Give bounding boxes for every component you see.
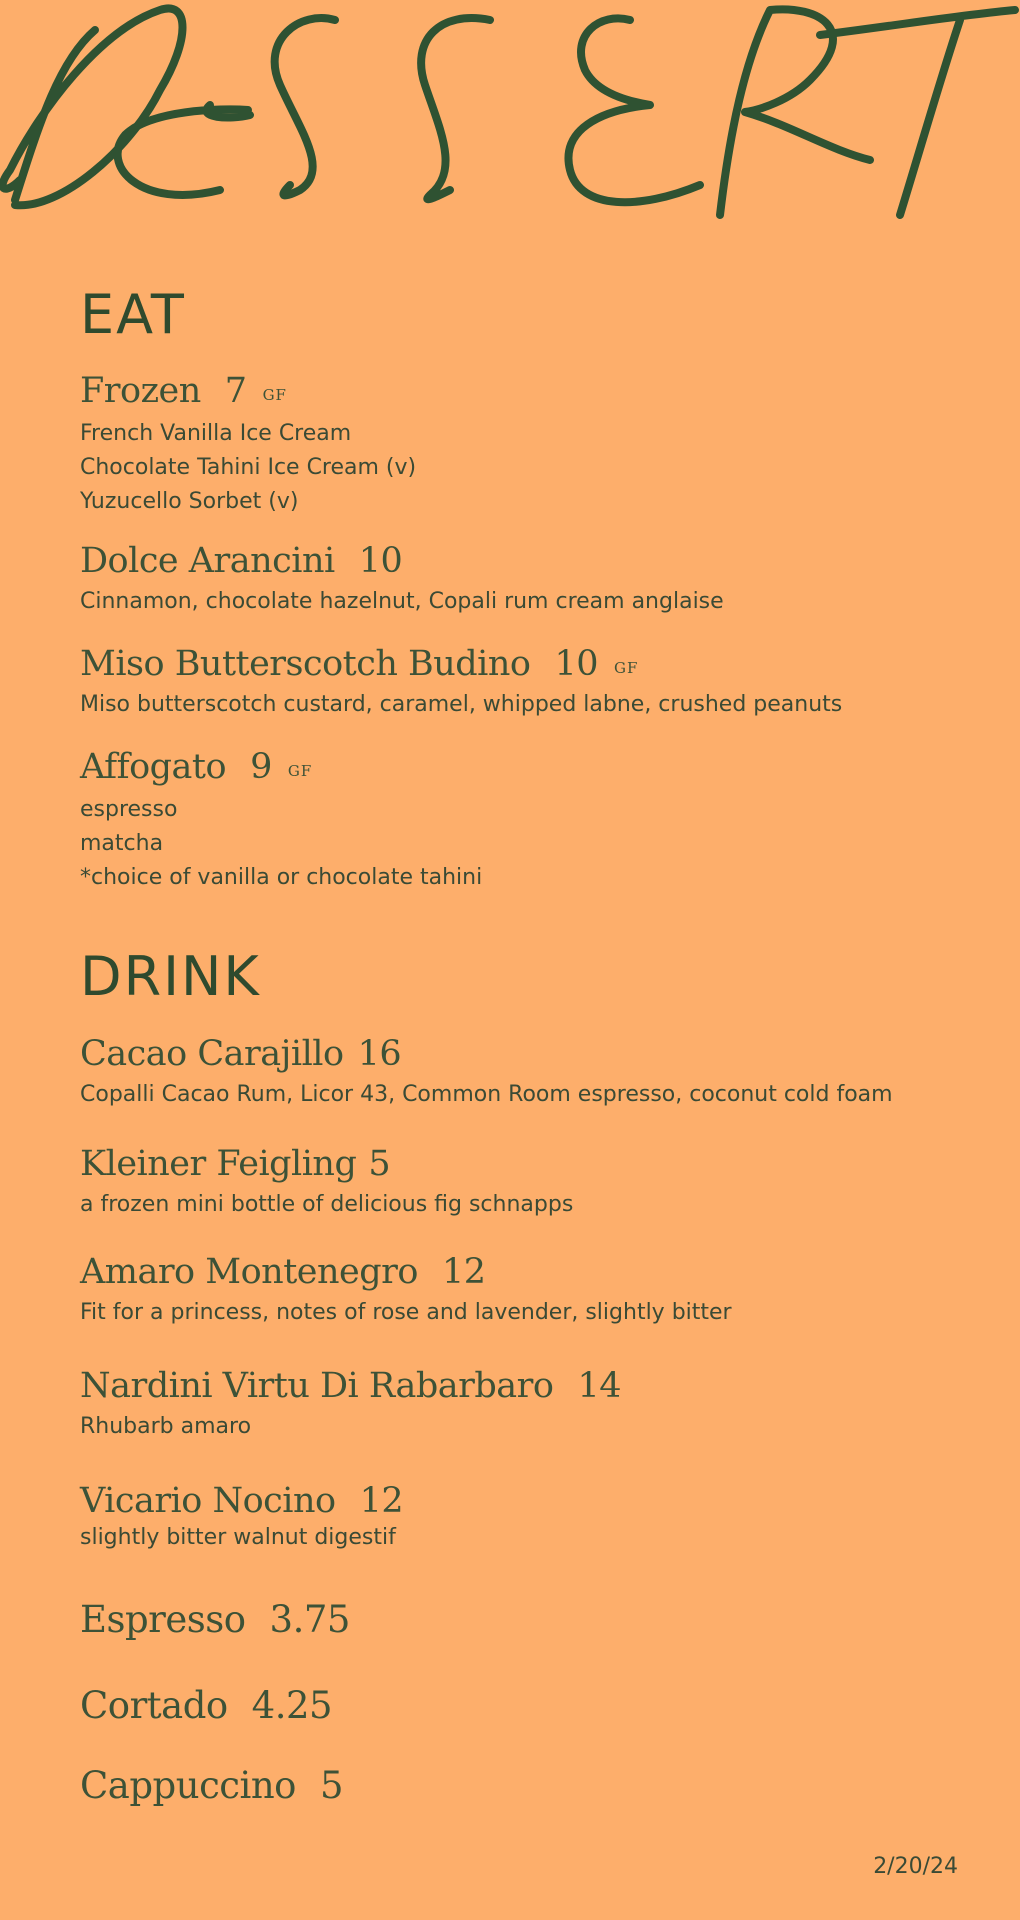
description-line: matcha: [80, 830, 164, 856]
item-name: Cortado: [80, 1684, 228, 1727]
item-description: [80, 1410, 980, 1444]
item-price: 5: [368, 1144, 391, 1184]
item-name: Amaro Montenegro: [80, 1252, 418, 1292]
gf-tag: GF: [614, 659, 639, 677]
item-name: Cappuccino: [80, 1764, 296, 1807]
menu-date: 2/20/24: [873, 1854, 958, 1879]
item-name: Nardini Virtu Di Rabarbaro: [80, 1366, 554, 1406]
description-line: Fit for a princess, notes of rose and lavender, slightly bitter: [80, 1299, 732, 1325]
item-price: 7: [224, 371, 247, 411]
item-description: [80, 417, 980, 519]
item-price: 4.25: [251, 1684, 333, 1727]
item-price: 16: [357, 1034, 402, 1074]
item-description: [80, 1188, 980, 1222]
menu-item-miso-budino: [80, 645, 980, 722]
description-line: French Vanilla Ice Cream: [80, 420, 352, 446]
item-description: [80, 1521, 980, 1555]
item-price: 10: [358, 541, 403, 581]
description-line: Chocolate Tahini Ice Cream (v): [80, 454, 417, 480]
menu-item-amaro-montenegro: [80, 1253, 980, 1330]
menu-item-cortado: [80, 1686, 980, 1727]
menu-item-frozen: [80, 372, 980, 519]
item-price: 12: [359, 1481, 404, 1521]
item-description: [80, 1078, 980, 1112]
item-description: [80, 1296, 980, 1330]
gf-tag: GF: [262, 386, 287, 404]
menu-item-cacao-carajillo: [80, 1035, 980, 1112]
description-line: *choice of vanilla or chocolate tahini: [80, 864, 483, 890]
menu-item-cappuccino: [80, 1766, 980, 1807]
item-price: 9: [250, 747, 272, 787]
item-price: 3.75: [269, 1598, 350, 1641]
menu-item-espresso: [80, 1600, 980, 1641]
item-name: Miso Butterscotch Budino: [80, 644, 531, 684]
item-description: [80, 793, 980, 895]
gf-tag: GF: [287, 762, 313, 780]
description-line: Yuzucello Sorbet (v): [80, 488, 299, 514]
menu-item-kleiner-feigling: [80, 1145, 980, 1222]
item-description: [80, 585, 980, 619]
description-line: a frozen mini bottle of delicious fig schnapps: [80, 1191, 574, 1217]
menu-item-dolce-arancini: [80, 542, 980, 619]
item-name: Kleiner Feigling: [80, 1144, 357, 1184]
item-name: Vicario Nocino: [80, 1481, 336, 1521]
dessert-logo: [0, 0, 1020, 225]
eat-section-title: EAT: [80, 283, 186, 346]
description-line: Copalli Cacao Rum, Licor 43, Common Room espresso, coconut cold foam: [80, 1081, 893, 1107]
description-line: Miso butterscotch custard, caramel, whipped labne, crushed peanuts: [80, 691, 843, 717]
item-price: 12: [441, 1252, 486, 1292]
item-name: Affogato: [80, 747, 227, 787]
item-description: [80, 688, 980, 722]
description-line: espresso: [80, 796, 178, 822]
menu-item-nardini: [80, 1367, 980, 1444]
description-line: Rhubarb amaro: [80, 1413, 252, 1439]
item-name: Cacao Carajillo: [80, 1034, 344, 1074]
item-price: 10: [554, 644, 599, 684]
item-name: Espresso: [80, 1598, 246, 1641]
drink-section-title: DRINK: [80, 945, 261, 1008]
menu-item-affogato: [80, 748, 980, 895]
item-name: Frozen: [80, 371, 201, 411]
menu-item-vicario-nocino: [80, 1482, 980, 1555]
description-line: Cinnamon, chocolate hazelnut, Copali rum cream anglaise: [80, 588, 724, 614]
description-line: slightly bitter walnut digestif: [80, 1524, 396, 1550]
item-price: 5: [319, 1764, 343, 1807]
item-price: 14: [577, 1366, 622, 1406]
item-name: Dolce Arancini: [80, 541, 335, 581]
